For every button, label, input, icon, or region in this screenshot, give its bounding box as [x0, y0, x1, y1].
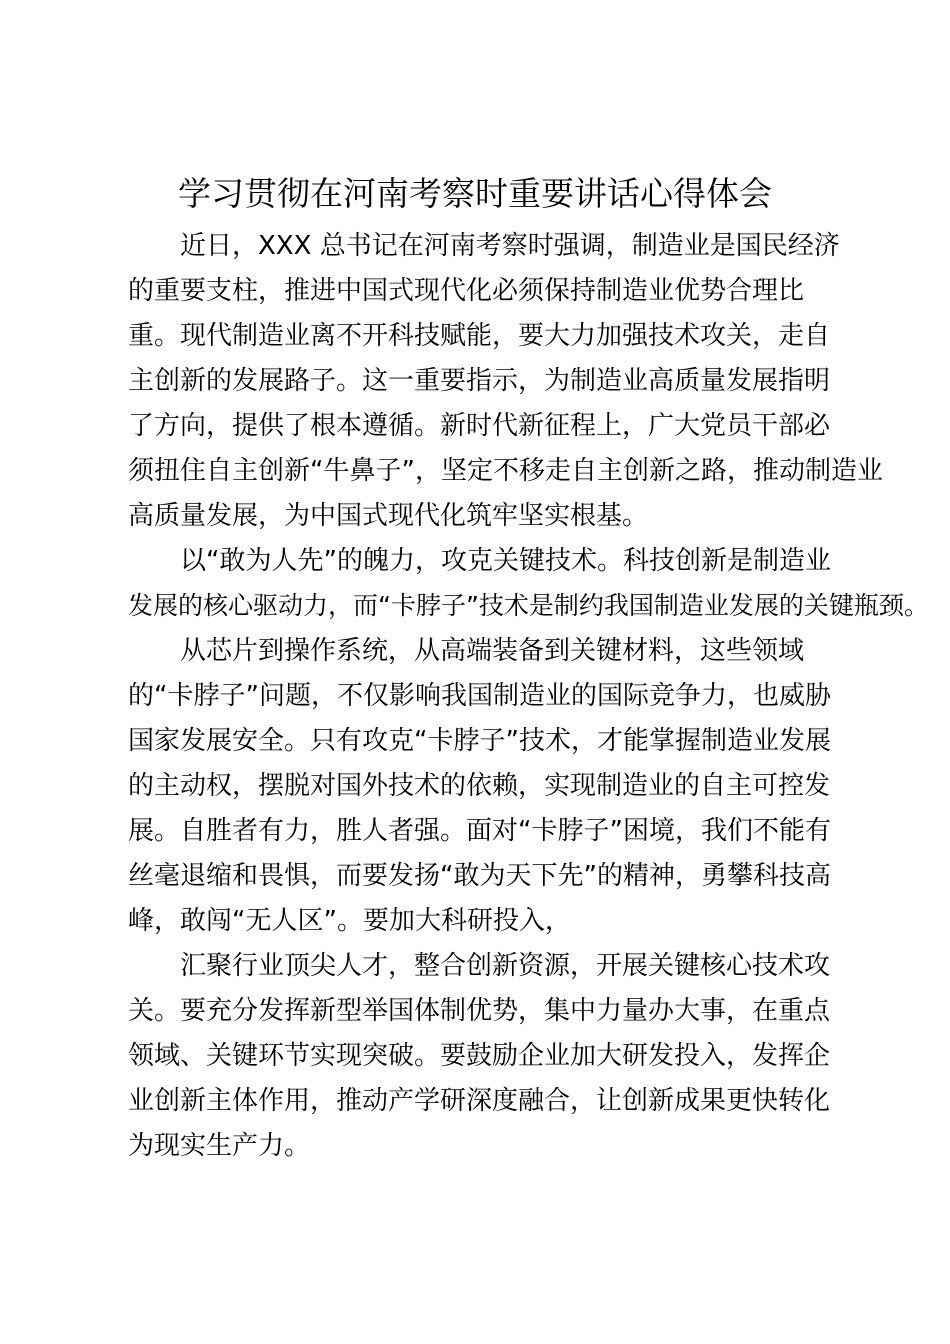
paragraph-1-line-4: 主创新的发展路子。这一重要指示，为制造业高质量发展指明	[128, 366, 831, 396]
paragraph-3-line-5: 展。自胜者有力，胜人者强。面对“卡脖子”困境，我们不能有	[128, 816, 831, 846]
paragraph-2-line-1: 以“敢为人先”的魄力，攻克关键技术。科技创新是制造业	[180, 546, 831, 576]
paragraph-3-line-7: 峰，敢闯“无人区”。要加大科研投入，	[128, 906, 571, 936]
paragraph-3-line-6: 丝毫退缩和畏惧，而要发扬“敢为天下先”的精神，勇攀科技高	[128, 861, 831, 891]
paragraph-4-line-5: 为现实生产力。	[128, 1131, 311, 1161]
paragraph-1-line-5: 了方向，提供了根本遵循。新时代新征程上，广大党员干部必	[128, 411, 831, 441]
paragraph-1-line-6: 须扭住自主创新“牛鼻子”，坚定不移走自主创新之路，推动制造业	[128, 456, 883, 486]
paragraph-1-line-7: 高质量发展，为中国式现代化筑牢坚实根基。	[128, 501, 649, 531]
paragraph-3-line-3: 国家发展安全。只有攻克“卡脖子”技术，才能掌握制造业发展	[128, 726, 831, 756]
paragraph-3-line-4: 的主动权，摆脱对国外技术的依赖，实现制造业的自主可控发	[128, 771, 831, 801]
paragraph-1-line-3: 重。现代制造业离不开科技赋能，要大力加强技术攻关，走自	[128, 321, 831, 351]
paragraph-4-line-3: 领域、关键环节实现突破。要鼓励企业加大研发投入，发挥企	[128, 1041, 831, 1071]
paragraph-4-line-2: 关。要充分发挥新型举国体制优势，集中力量办大事，在重点	[128, 996, 831, 1026]
paragraph-3-line-1: 从芯片到操作系统，从高端装备到关键材料，这些领域	[180, 636, 805, 666]
paragraph-1-line-2: 的重要支柱，推进中国式现代化必须保持制造业优势合理比	[128, 276, 805, 306]
paragraph-4-line-1: 汇聚行业顶尖人才，整合创新资源，开展关键核心技术攻	[180, 951, 831, 981]
paragraph-1-line-1: 近日，XXX 总书记在河南考察时强调，制造业是国民经济	[180, 231, 840, 261]
document-title: 学习贯彻在河南考察时重要讲话心得体会	[178, 174, 772, 213]
paragraph-3-line-2: 的“卡脖子”问题，不仅影响我国制造业的国际竞争力，也威胁	[128, 681, 831, 711]
paragraph-2-line-2: 发展的核心驱动力，而“卡脖子”技术是制约我国制造业发展的关键瓶颈。	[128, 591, 929, 620]
paragraph-4-line-4: 业创新主体作用，推动产学研深度融合，让创新成果更快转化	[128, 1086, 831, 1116]
